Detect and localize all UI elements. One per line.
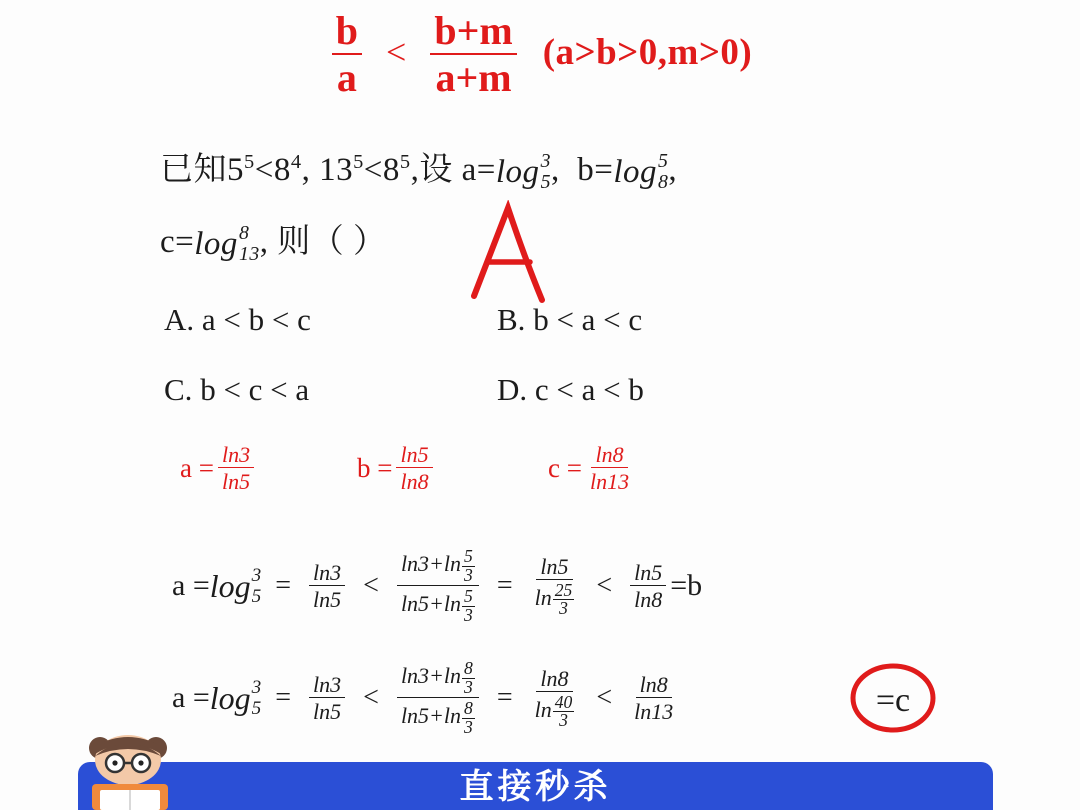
fraction-numerator bbox=[397, 660, 479, 698]
fraction-numerator: ln5 bbox=[396, 443, 432, 468]
derivation-tail: =b bbox=[670, 569, 703, 603]
comma-separator-1: , bbox=[550, 152, 578, 188]
fraction-denominator: ln5 bbox=[313, 699, 342, 725]
mascot-avatar bbox=[78, 732, 182, 810]
inner-fraction bbox=[462, 588, 475, 624]
line1-end: , bbox=[668, 152, 678, 188]
denominator-text: ln5+ln bbox=[400, 591, 462, 617]
derivation-row-2 bbox=[172, 660, 757, 736]
numerator-text: ln3+ln bbox=[400, 551, 462, 577]
fraction-denominator: ln8 bbox=[634, 587, 663, 613]
fraction-numerator: ln5 bbox=[630, 561, 666, 586]
option-text: a < b < c bbox=[201, 302, 311, 337]
inner-numerator: 5 bbox=[464, 546, 473, 566]
inner-numerator: 25 bbox=[554, 579, 573, 600]
log-base: 5 bbox=[251, 585, 262, 607]
definition-label: a = bbox=[180, 452, 214, 483]
fraction-step-2 bbox=[397, 660, 479, 736]
fraction-numerator: ln3 bbox=[218, 443, 254, 468]
fraction-step-1 bbox=[309, 673, 345, 723]
inner-fraction bbox=[462, 548, 475, 584]
fraction-numerator: ln3 bbox=[309, 673, 345, 698]
fraction-bm-over-am bbox=[430, 10, 516, 99]
inner-numerator: 8 bbox=[464, 698, 473, 719]
log-base: 8 bbox=[658, 170, 669, 193]
option-key: B. bbox=[497, 302, 526, 337]
question-text-mid3: <8 bbox=[363, 152, 400, 188]
log-term: log 3 5 bbox=[209, 565, 262, 607]
less-than-2: < bbox=[596, 682, 613, 714]
fraction-denominator: ln13 bbox=[634, 699, 674, 725]
fraction-numerator: ln8 bbox=[591, 443, 627, 468]
definition-c bbox=[548, 443, 637, 493]
log-argument: 3 bbox=[251, 565, 262, 587]
banner-text: 直接秒杀 bbox=[459, 769, 612, 806]
option-c[interactable] bbox=[164, 372, 309, 408]
log-base: 13 bbox=[238, 242, 260, 265]
fraction-step-2 bbox=[397, 548, 479, 624]
option-d[interactable] bbox=[497, 372, 644, 408]
bottom-banner bbox=[78, 762, 993, 810]
derivation-lead: a = bbox=[172, 681, 210, 715]
circled-result-annotation bbox=[848, 660, 938, 741]
title-formula bbox=[0, 10, 1080, 99]
formula-condition: (a>b>0,m>0) bbox=[542, 31, 753, 73]
fraction-numerator: ln8 bbox=[636, 673, 672, 698]
option-b[interactable] bbox=[497, 302, 642, 338]
option-key: D. bbox=[497, 372, 528, 407]
log-argument: 5 bbox=[658, 150, 669, 173]
inner-numerator: 5 bbox=[464, 586, 473, 607]
inner-denominator: 3 bbox=[464, 676, 473, 697]
question-text-mid2: , 13 bbox=[301, 152, 354, 188]
definition-label: b = bbox=[357, 452, 393, 483]
derivation-row-1 bbox=[172, 548, 702, 624]
relation-less-than: < bbox=[386, 31, 407, 72]
option-text: c < a < b bbox=[534, 372, 644, 407]
equals-sign-2: = bbox=[496, 682, 513, 714]
inner-denominator: 3 bbox=[464, 716, 473, 737]
fraction-ln5-ln8 bbox=[396, 443, 432, 493]
fraction-step-4 bbox=[630, 673, 677, 723]
fraction-ln3-ln5 bbox=[218, 443, 254, 493]
inner-denominator: 3 bbox=[559, 598, 568, 619]
svg-text:=c: =c bbox=[875, 682, 911, 719]
equals-sign-1: = bbox=[275, 570, 292, 602]
fraction-numerator bbox=[397, 548, 479, 586]
less-than-1: < bbox=[363, 682, 379, 714]
log-a: log 3 5 bbox=[495, 150, 551, 193]
inner-fraction bbox=[462, 660, 475, 696]
definition-b bbox=[357, 443, 437, 493]
inner-denominator: 3 bbox=[464, 604, 473, 625]
fraction-denominator bbox=[397, 586, 479, 624]
inner-numerator: 8 bbox=[464, 658, 473, 678]
fraction-denominator: ln5 bbox=[313, 587, 342, 613]
fraction-denominator: a+m bbox=[435, 55, 512, 100]
denominator-text: ln bbox=[534, 696, 552, 722]
fraction-denominator bbox=[531, 580, 579, 618]
question-line-1 bbox=[160, 143, 677, 193]
numerator-text: ln3+ln bbox=[400, 663, 462, 689]
option-text: b < a < c bbox=[533, 302, 643, 337]
denominator-text: ln bbox=[534, 584, 552, 610]
equals-sign-1: = bbox=[275, 682, 292, 714]
log-argument: 3 bbox=[540, 150, 551, 173]
handwritten-answer-A bbox=[462, 200, 558, 315]
inner-denominator: 3 bbox=[559, 710, 568, 731]
fraction-step-3 bbox=[531, 667, 579, 730]
denominator-text: ln5+ln bbox=[400, 703, 462, 729]
exponent-3: 5 bbox=[353, 151, 364, 173]
c-label: c= bbox=[160, 224, 195, 260]
inner-fraction bbox=[462, 700, 475, 736]
inner-denominator: 3 bbox=[464, 564, 473, 585]
exponent-1: 5 bbox=[244, 151, 255, 173]
fraction-ln8-ln13 bbox=[586, 443, 633, 493]
option-a[interactable] bbox=[164, 302, 311, 338]
question-text-mid: <8 bbox=[254, 152, 291, 188]
option-key: C. bbox=[164, 372, 193, 407]
fraction-denominator bbox=[531, 692, 579, 730]
fraction-denominator: ln5 bbox=[221, 469, 251, 495]
derivation-lead: a = bbox=[172, 569, 210, 603]
exponent-4: 5 bbox=[399, 151, 411, 173]
fraction-numerator: b bbox=[332, 10, 362, 55]
fraction-numerator: ln3 bbox=[309, 561, 345, 586]
log-c: log 8 13 bbox=[194, 222, 260, 265]
log-argument: 8 bbox=[238, 222, 250, 245]
option-key: A. bbox=[164, 302, 195, 337]
exponent-2: 4 bbox=[290, 151, 302, 173]
definition-label: c = bbox=[548, 452, 582, 483]
definition-a bbox=[180, 443, 258, 493]
inner-numerator: 40 bbox=[554, 691, 573, 712]
equals-sign-2: = bbox=[496, 570, 513, 602]
line2-end: , 则（ ） bbox=[259, 224, 387, 260]
fraction-b-over-a bbox=[332, 10, 362, 99]
fraction-step-4 bbox=[630, 561, 666, 611]
fraction-numerator: b+m bbox=[430, 10, 516, 55]
log-b: log 5 8 bbox=[613, 150, 669, 193]
b-label: b= bbox=[577, 152, 614, 188]
log-base: 5 bbox=[251, 697, 262, 719]
less-than-2: < bbox=[596, 570, 613, 602]
fraction-denominator bbox=[397, 698, 479, 736]
inner-fraction bbox=[553, 579, 575, 619]
less-than-1: < bbox=[363, 570, 379, 602]
question-text-mid4: ,设 a= bbox=[410, 152, 496, 188]
fraction-denominator: a bbox=[336, 55, 357, 100]
question-text-prefix: 已知5 bbox=[160, 152, 244, 188]
fraction-numerator: ln5 bbox=[536, 555, 572, 580]
fraction-step-3 bbox=[531, 555, 579, 618]
fraction-denominator: ln13 bbox=[589, 469, 630, 495]
inner-fraction bbox=[553, 691, 575, 731]
log-base: 5 bbox=[540, 170, 551, 193]
fraction-denominator: ln8 bbox=[400, 469, 429, 495]
fraction-step-1 bbox=[309, 561, 345, 611]
log-term: log 3 5 bbox=[209, 677, 262, 719]
option-text: b < c < a bbox=[200, 372, 310, 407]
fraction-numerator: ln8 bbox=[536, 667, 572, 692]
log-argument: 3 bbox=[251, 677, 262, 699]
question-line-2 bbox=[160, 215, 386, 265]
